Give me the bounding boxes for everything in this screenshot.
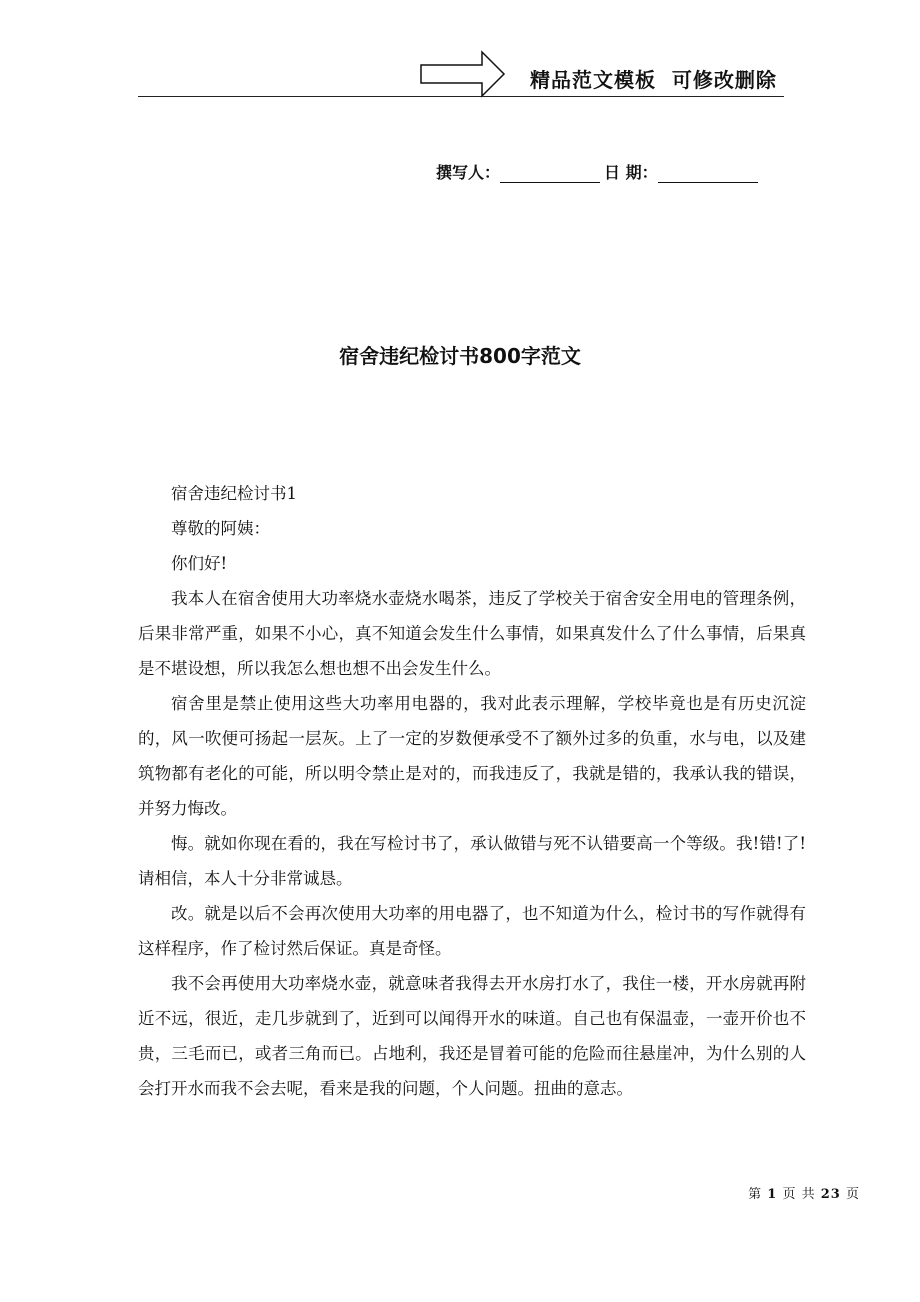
paragraph: 悔。就如你现在看的，我在写检讨书了，承认做错与死不认错要高一个等级。我!错!了!请相信，本人十分非常诚恳。	[138, 834, 806, 888]
header-divider	[138, 96, 784, 97]
footer-suffix: 页	[845, 1187, 860, 1202]
header-title: 精品范文模板 可修改删除	[530, 68, 777, 92]
author-date-line	[436, 160, 762, 183]
author-label: 撰写人：	[436, 163, 501, 182]
author-blank	[500, 164, 600, 183]
document-title: 宿舍违纪检讨书800字范文	[339, 344, 581, 368]
footer-middle: 页 共	[782, 1187, 816, 1202]
date-blank	[658, 164, 758, 183]
paragraph: 宿舍违纪检讨书1	[171, 484, 297, 503]
date-label: 日 期：	[604, 163, 658, 182]
paragraph: 你们好!	[171, 554, 228, 573]
page-number-footer	[748, 1183, 860, 1202]
paragraph: 改。就是以后不会再次使用大功率的用电器了，也不知道为什么，检讨书的写作就得有这样程序，作了检讨然后保证。真是奇怪。	[138, 904, 806, 958]
paragraph: 我不会再使用大功率烧水壶，就意味者我得去开水房打水了，我住一楼，开水房就再附近不远，很近，走几步就到了，近到可以闻得开水的味道。自己也有保温壶，一壶开价也不贵，三毛而已，或者三角而已。占地利，我还是冒着可能的危险而往悬崖冲，为什么别的人会打开水而我不会去呢，看来是我的问题，个人问题。扭曲的意志。	[138, 974, 806, 1098]
paragraph: 宿舍里是禁止使用这些大功率用电器的，我对此表示理解，学校毕竟也是有历史沉淀的，风一吹便可扬起一层灰。上了一定的岁数便承受不了额外过多的负重，水与电，以及建筑物都有老化的可能，所以明令禁止是对的，而我违反了，我就是错的，我承认我的错误，并努力悔改。	[138, 694, 806, 818]
total-pages: 23	[820, 1187, 841, 1202]
footer-prefix: 第	[748, 1187, 763, 1202]
paragraph: 我本人在宿舍使用大功率烧水壶烧水喝茶，违反了学校关于宿舍安全用电的管理条例，后果非常严重，如果不小心，真不知道会发生什么事情，如果真发什么了什么事情，后果真是不堪设想，所以我怎么想也想不出会发生什么。	[138, 589, 806, 678]
current-page: 1	[767, 1187, 778, 1202]
paragraph: 尊敬的阿姨：	[171, 519, 270, 538]
document-body	[138, 476, 806, 1106]
arrow-right-icon	[420, 50, 506, 98]
